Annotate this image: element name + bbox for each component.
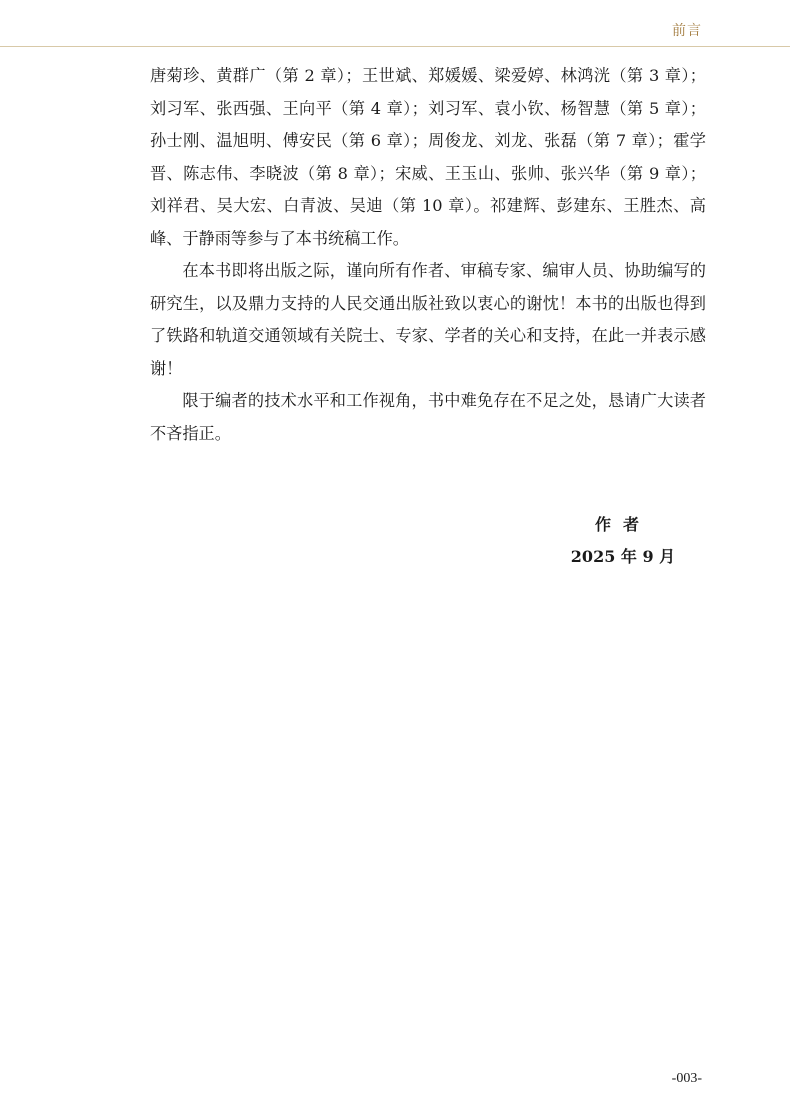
paragraph-acknowledgements: 在本书即将出版之际，谨向所有作者、审稿专家、编审人员、协助编写的研究生，以及鼎力支持的人民交通出版社致以衷心的谢忱！本书的出版也得到了铁路和轨道交通领域有关院士、专家、学者的关心和支持，在此一并表示感谢！: [150, 261, 706, 378]
paragraph-disclaimer: 限于编者的技术水平和工作视角，书中难免存在不足之处，恳请广大读者不吝指正。: [150, 391, 706, 443]
preface-body: [150, 60, 706, 450]
signature-date: 2025 年 9 月: [570, 547, 676, 566]
header-divider: [0, 46, 790, 47]
paragraph-contributors: 唐菊珍、黄群广（第 2 章）；王世斌、郑媛媛、梁爱婷、林鸿洸（第 3 章）；刘习军、张西强、王向平（第 4 章）；刘习军、袁小钦、杨智慧（第 5 章）；孙士刚、温旭明、傅安民（第 6 章）；周俊龙、刘龙、张磊（第 7 章）；霍学晋、陈志伟、李晓波（第 8 章）；宋威、王玉山、张帅、张兴华（第 9 章）；刘祥君、吴大宏、白青波、吴迪（第 10 章）。祁建辉、彭建东、王胜杰、高峰、于静雨等参与了本书统稿工作。: [150, 66, 706, 248]
signature-author: 作者: [594, 515, 651, 534]
page-number: -003-: [671, 1071, 702, 1086]
running-header-section-title: 前言: [672, 23, 702, 39]
